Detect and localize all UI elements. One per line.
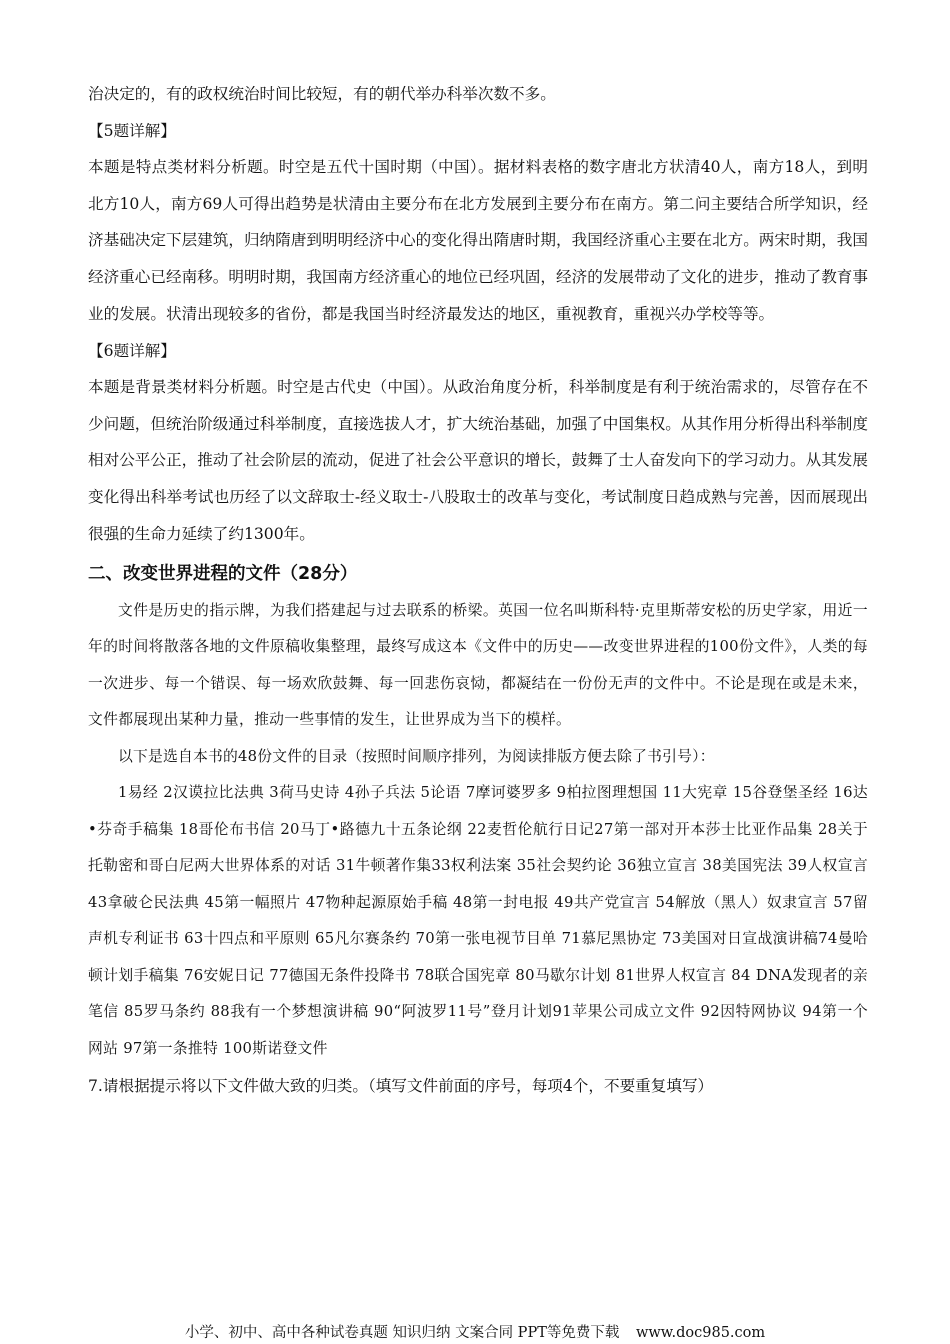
section-title: 二、改变世界进程的文件（28分） (88, 563, 358, 584)
footer-link[interactable]: www.doc985.com (635, 1325, 766, 1341)
document-body (88, 76, 868, 1104)
document-list-intro: 以下是选自本书的48份文件的目录（按照时间顺序排列，为阅读排版方便去除了书引号）： (118, 747, 715, 765)
q5-explanation: 本题是特点类材料分析题。时空是五代十国时期（中国）。据材料表格的数字唐北方状清40人，南方18人，到明北方10人，南方69人可得出趋势是状清由主要分布在北方发展到主要分布在南方。第二问主要结合所学知识，经济基础决定下层建筑，归纳隋唐到明明经济中心的变化得出隋唐时期，我国经济重心主要在北方。两宋时期，我国经济重心已经南移。明明时期，我国南方经济重心的地位已经巩固，经济的发展带动了文化的进步，推动了教育事业的发展。状清出现较多的省份，都是我国当时经济最发达的地区，重视教育，重视兴办学校等等。 (88, 157, 868, 323)
intro-line: 治决定的，有的政权统治时间比较短，有的朝代举办科举次数不多。 (88, 85, 556, 103)
q6-heading: 【6题详解】 (88, 341, 176, 360)
footer-text: 小学、初中、高中各种试卷真题 知识归纳 文案合同 PPT等免费下载 (184, 1325, 620, 1341)
q6-explanation: 本题是背景类材料分析题。时空是古代史（中国）。从政治角度分析，科举制度是有利于统治需求的，尽管存在不少问题，但统治阶级通过科举制度，直接选拔人才，扩大统治基础，加强了中国集权。从其作用分析得出科举制度相对公平公正，推动了社会阶层的流动，促进了社会公平意识的增长，鼓舞了士人奋发向下的学习动力。从其发展变化得出科举考试也历经了以文辞取士-经义取士-八股取士的改革与变化，考试制度日趋成熟与完善，因而展现出很强的生命力延续了约1300年。 (88, 377, 868, 543)
question-7: 7.请根据提示将以下文件做大致的归类。（填写文件前面的序号，每项4个，不要重复填写） (88, 1077, 714, 1096)
q5-heading: 【5题详解】 (88, 121, 176, 140)
document-list: 1易经 2汉谟拉比法典 3荷马史诗 4孙子兵法 5论语 7摩诃婆罗多 9柏拉图理想国 11大宪章 15谷登堡圣经 16达•芬奇手稿集 18哥伦布书信 20马丁•路德九十五条论纲 22麦哲伦航行日记27第一部对开本莎士比亚作品集 28关于托勒密和哥白尼两大世界体系的对话 31牛顿著作集33权利法案 35社会契约论 36独立宣言 38美国宪法 39人权宣言 43拿破仑民法典 45第一幅照片 47物种起源原始手稿 48第一封电报 49共产党宣言 54解放（黑人）奴隶宣言 57留声机专利证书 63十四点和平原则 65凡尔赛条约 70第一张电视节目单 71慕尼黑协定 73美国对日宣战演讲稿74曼哈顿计划手稿集 76安妮日记 77德国无条件投降书 78联合国宪章 80马歇尔计划 81世界人权宣言 84 DNA发现者的亲笔信 85罗马条约 88我有一个梦想演讲稿 90“阿波罗11号”登月计划91苹果公司成立文件 92因特网协议 94第一个网站 97第一条推特 100斯诺登文件 (88, 784, 868, 1057)
section-intro: 文件是历史的指示牌，为我们搭建起与过去联系的桥梁。英国一位名叫斯科特·克里斯蒂安松的历史学家，用近一年的时间将散落各地的文件原稿收集整理，最终写成这本《文件中的历史——改变世界进程的100份文件》，人类的每一次进步、每一个错误、每一场欢欣鼓舞、每一回悲伤哀恸，都凝结在一份份无声的文件中。不论是现在或是未来，文件都展现出某种力量，推动一些事情的发生，让世界成为当下的模样。 (88, 601, 868, 729)
page-footer (0, 1321, 950, 1342)
